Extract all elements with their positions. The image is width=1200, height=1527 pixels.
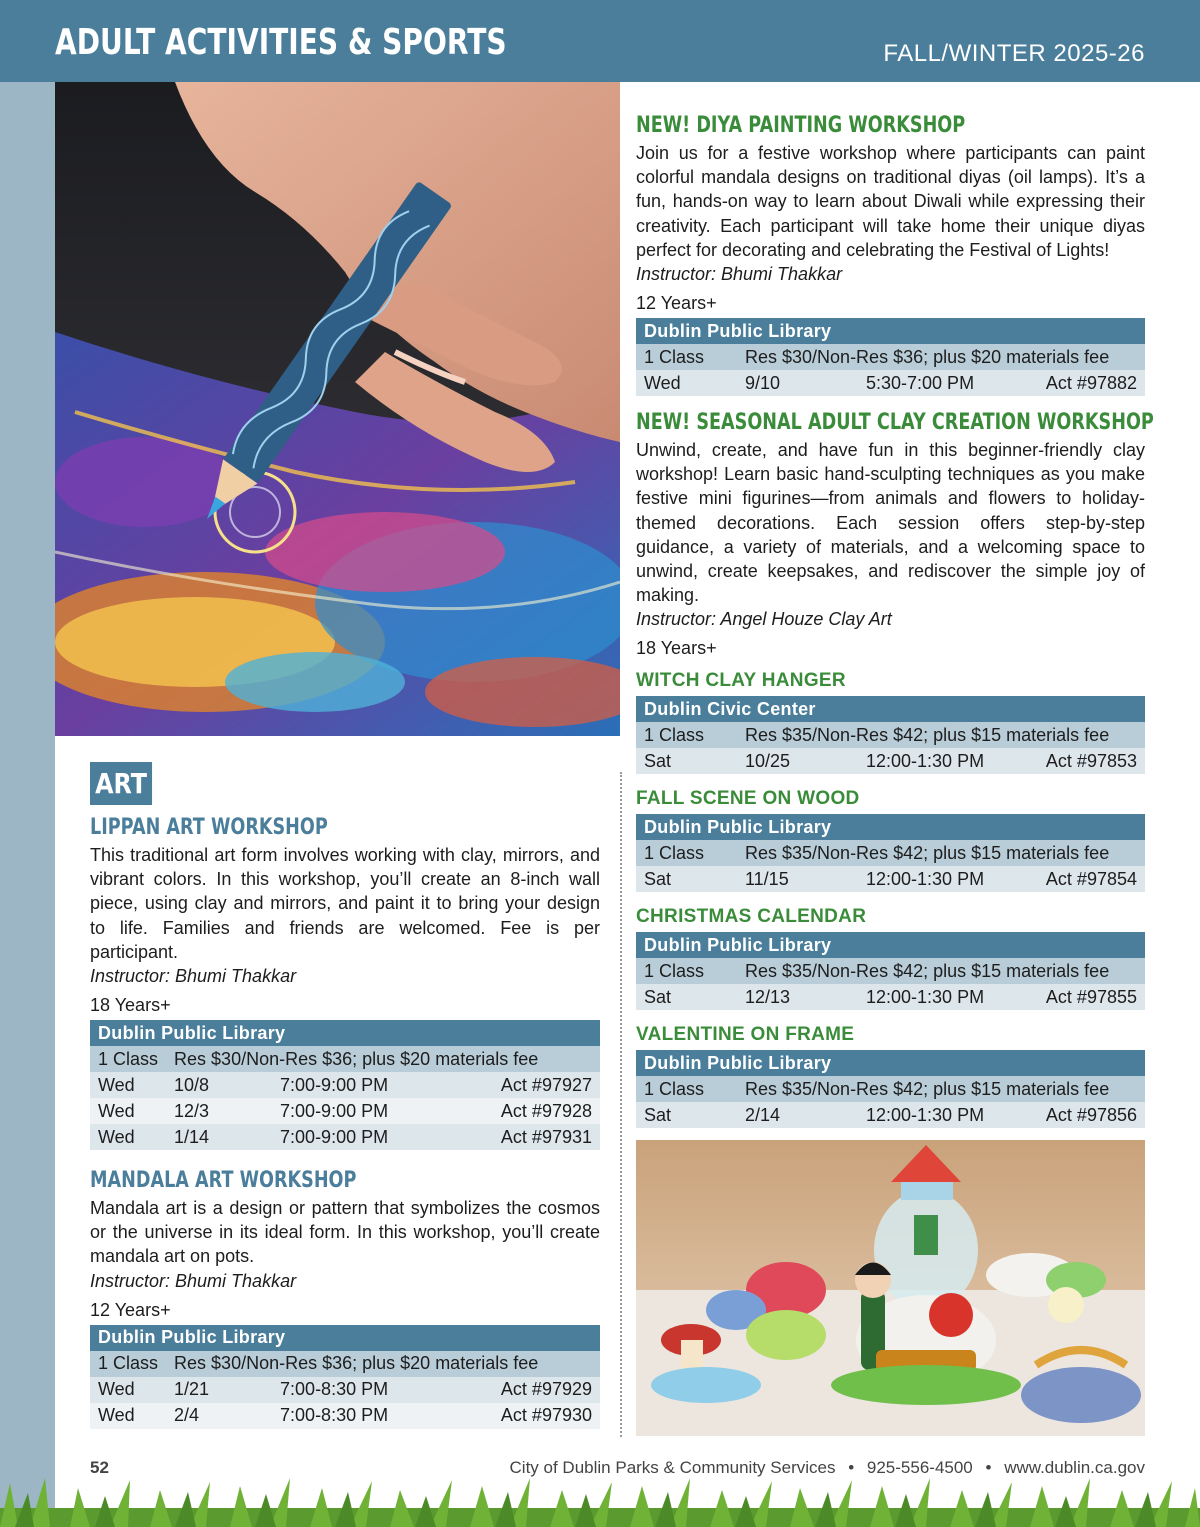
schedule-table — [90, 1020, 600, 1150]
footer-info — [510, 1458, 1145, 1478]
program-title: MANDALA ART WORKSHOP — [90, 1168, 357, 1194]
session-day: Wed — [90, 1072, 166, 1098]
session-time: 7:00-9:00 PM — [272, 1098, 438, 1124]
activity-number: Act #97930 — [438, 1403, 600, 1429]
separator: • — [985, 1458, 992, 1477]
session-date: 11/15 — [737, 866, 858, 892]
session-time: 12:00-1:30 PM — [858, 984, 1024, 1010]
section-title: ADULT ACTIVITIES & SPORTS — [55, 22, 507, 63]
table-row — [636, 1102, 1145, 1128]
program-age: 12 Years+ — [636, 293, 717, 314]
table-row — [90, 1403, 600, 1429]
session-time: 5:30-7:00 PM — [858, 370, 1024, 396]
diya-program — [636, 113, 1145, 396]
class-count: 1 Class — [90, 1351, 166, 1377]
schedule-table — [636, 814, 1145, 892]
fee-text: Res $35/Non-Res $42; plus $15 materials fee — [737, 958, 1145, 984]
table-row — [90, 1098, 600, 1124]
program-description: This traditional art form involves working with clay, mirrors, and vibrant colors. In this workshop, you’ll create an 8-inch wall piece, using clay and mirrors, and paint it to bring your design to life. Families and friends are welcomed. Fee is per participant. — [90, 845, 600, 962]
session-date: 10/25 — [737, 748, 858, 774]
location-name: Dublin Public Library — [636, 1050, 1145, 1076]
website-link[interactable]: www.dublin.ca.gov — [1004, 1458, 1145, 1477]
program-instructor: Instructor: Bhumi Thakkar — [90, 1270, 297, 1291]
table-row — [636, 370, 1145, 396]
lippan-program — [90, 815, 600, 1150]
location-name: Dublin Public Library — [636, 814, 1145, 840]
right-column — [636, 113, 1154, 1142]
location-name: Dublin Civic Center — [636, 696, 1145, 722]
session-date: 12/13 — [737, 984, 858, 1010]
activity-number: Act #97928 — [438, 1098, 600, 1124]
table-row — [636, 866, 1145, 892]
session-date: 9/10 — [737, 370, 858, 396]
session-day: Sat — [636, 866, 737, 892]
session-date: 2/4 — [166, 1403, 272, 1429]
activity-number: Act #97927 — [438, 1072, 600, 1098]
schedule-table — [636, 1050, 1145, 1128]
session-day: Sat — [636, 1102, 737, 1128]
activity-number: Act #97854 — [1024, 866, 1145, 892]
activity-number: Act #97855 — [1024, 984, 1145, 1010]
art-section — [90, 762, 600, 1443]
location-name: Dublin Public Library — [636, 932, 1145, 958]
activity-number: Act #97856 — [1024, 1102, 1145, 1128]
clay-program — [636, 410, 1154, 1128]
program-age: 12 Years+ — [90, 1299, 171, 1320]
program-age: 18 Years+ — [636, 638, 717, 659]
session-day: Wed — [90, 1403, 166, 1429]
session-date: 12/3 — [166, 1098, 272, 1124]
session-day: Sat — [636, 748, 737, 774]
hero-photo-mandala-drawing — [55, 82, 620, 736]
table-row — [636, 984, 1145, 1010]
activity-number: Act #97882 — [1024, 370, 1145, 396]
activity-number: Act #97853 — [1024, 748, 1145, 774]
program-description: Unwind, create, and have fun in this beginner-friendly clay workshop! Learn basic hand-sculpting techniques as you make festive mini figurines—from animals and flowers to holiday-themed decorations. Each session offers step-by-step guidance, a variety of materials, and a welcoming space to unwind, create keepsakes, and rediscover the simple joy of making. — [636, 440, 1145, 606]
grass-decoration — [0, 1478, 1200, 1527]
fee-text: Res $35/Non-Res $42; plus $15 materials fee — [737, 722, 1145, 748]
left-color-strip — [0, 82, 55, 1527]
session-date: 10/8 — [166, 1072, 272, 1098]
table-row — [90, 1072, 600, 1098]
fee-text: Res $30/Non-Res $36; plus $20 materials fee — [737, 344, 1145, 370]
class-count: 1 Class — [636, 722, 737, 748]
session-date: 2/14 — [737, 1102, 858, 1128]
page-header — [0, 0, 1200, 82]
schedule-table — [636, 318, 1145, 396]
location-name: Dublin Public Library — [90, 1325, 600, 1351]
session-time: 7:00-9:00 PM — [272, 1124, 438, 1150]
art-section-badge: ART — [90, 762, 152, 805]
session-time: 12:00-1:30 PM — [858, 748, 1024, 774]
location-name: Dublin Public Library — [636, 318, 1145, 344]
activity-number: Act #97929 — [438, 1377, 600, 1403]
session-time: 12:00-1:30 PM — [858, 1102, 1024, 1128]
page-number: 52 — [90, 1458, 109, 1477]
fee-text: Res $30/Non-Res $36; plus $20 materials fee — [166, 1046, 600, 1072]
mandala-program — [90, 1168, 600, 1429]
sub-program-title: WITCH CLAY HANGER — [636, 670, 846, 692]
program-instructor: Instructor: Angel Houze Clay Art — [636, 609, 892, 630]
schedule-table — [90, 1325, 600, 1429]
activity-number: Act #97931 — [438, 1124, 600, 1150]
class-count: 1 Class — [636, 840, 737, 866]
sub-program-title: VALENTINE ON FRAME — [636, 1024, 855, 1046]
fee-text: Res $30/Non-Res $36; plus $20 materials fee — [166, 1351, 600, 1377]
program-description: Mandala art is a design or pattern that symbolizes the cosmos or the universe in its ideal form. In this workshop, you’ll create mandala art on pots. — [90, 1198, 600, 1267]
session-day: Wed — [90, 1377, 166, 1403]
table-row — [636, 748, 1145, 774]
table-row — [90, 1377, 600, 1403]
location-name: Dublin Public Library — [90, 1020, 600, 1046]
clay-figurines-photo — [636, 1140, 1145, 1436]
season-label: FALL/WINTER 2025-26 — [883, 40, 1145, 67]
session-time: 7:00-8:30 PM — [272, 1403, 438, 1429]
class-count: 1 Class — [636, 344, 737, 370]
program-title: NEW! SEASONAL ADULT CLAY CREATION WORKSHOP — [636, 410, 1154, 436]
sub-program-title: CHRISTMAS CALENDAR — [636, 906, 867, 928]
class-count: 1 Class — [636, 1076, 737, 1102]
class-count: 1 Class — [636, 958, 737, 984]
program-instructor: Instructor: Bhumi Thakkar — [90, 966, 297, 987]
column-divider — [620, 772, 622, 1437]
organization-name: City of Dublin Parks & Community Services — [509, 1458, 836, 1477]
class-count: 1 Class — [90, 1046, 166, 1072]
session-day: Wed — [90, 1098, 166, 1124]
table-row — [90, 1124, 600, 1150]
phone-number: 925-556-4500 — [866, 1458, 973, 1477]
session-day: Wed — [90, 1124, 166, 1150]
schedule-table — [636, 932, 1145, 1010]
session-day: Wed — [636, 370, 737, 396]
program-description: Join us for a festive workshop where participants can paint colorful mandala designs on traditional diyas (oil lamps). It’s a fun, hands-on way to learn about Diwali while expressing their creativity. Each participant will take home their unique diyas perfect for decorating and celebrating the Festival of Lights! — [636, 143, 1145, 260]
separator: • — [848, 1458, 855, 1477]
fee-text: Res $35/Non-Res $42; plus $15 materials fee — [737, 1076, 1145, 1102]
sub-program-title: FALL SCENE ON WOOD — [636, 788, 860, 810]
schedule-table — [636, 696, 1145, 774]
program-instructor: Instructor: Bhumi Thakkar — [636, 264, 843, 285]
session-date: 1/21 — [166, 1377, 272, 1403]
session-time: 12:00-1:30 PM — [858, 866, 1024, 892]
program-title: NEW! DIYA PAINTING WORKSHOP — [636, 113, 966, 138]
session-day: Sat — [636, 984, 737, 1010]
program-title: LIPPAN ART WORKSHOP — [90, 815, 328, 840]
session-time: 7:00-8:30 PM — [272, 1377, 438, 1403]
session-date: 1/14 — [166, 1124, 272, 1150]
fee-text: Res $35/Non-Res $42; plus $15 materials fee — [737, 840, 1145, 866]
program-age: 18 Years+ — [90, 995, 171, 1016]
session-time: 7:00-9:00 PM — [272, 1072, 438, 1098]
